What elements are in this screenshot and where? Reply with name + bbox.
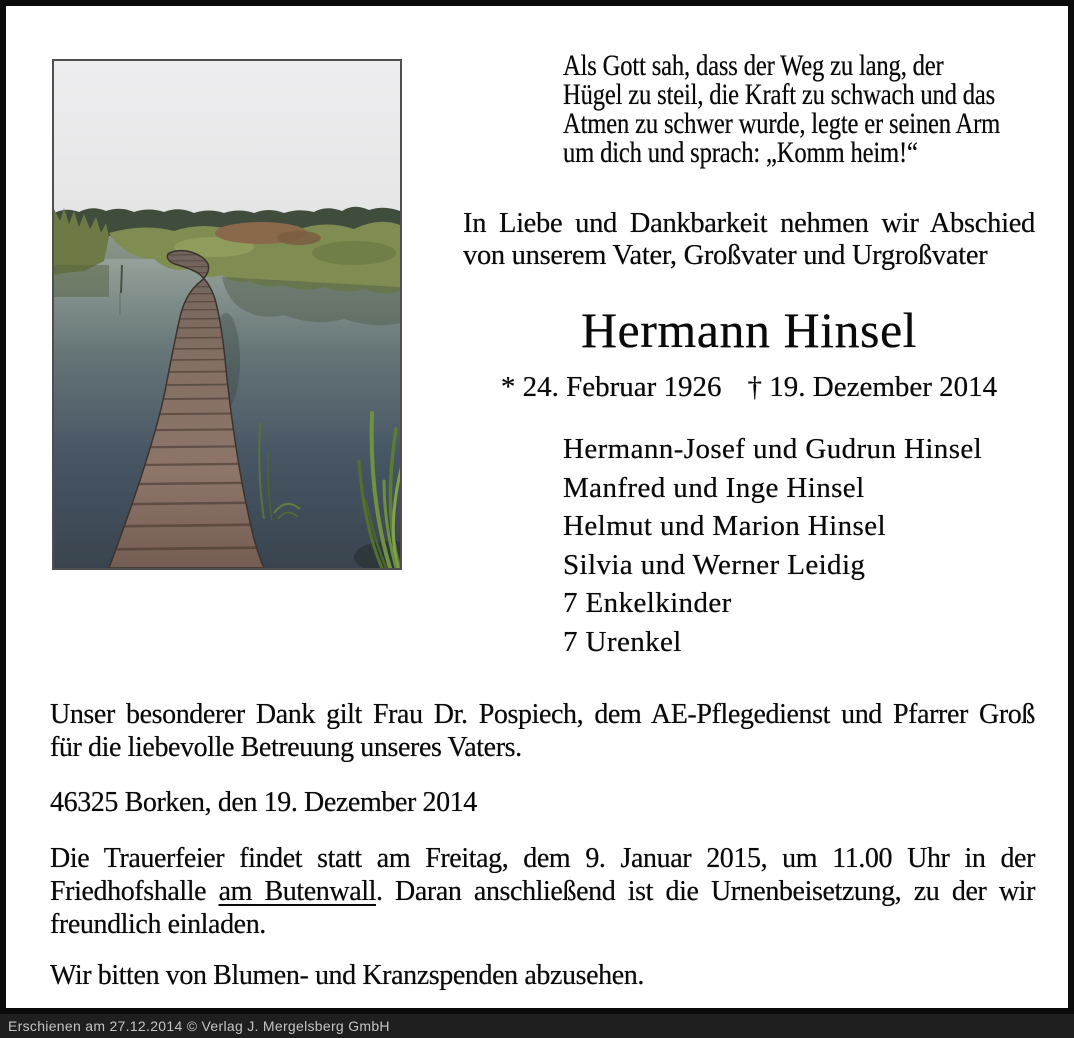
thanks-line: Unser besonderer Dank gilt Frau Dr. Pospiech, dem AE-Pflegedienst und Pfarrer Groß xyxy=(50,699,1035,730)
memorial-poem xyxy=(563,51,1000,167)
poem-line: Atmen zu schwer wurde, legte er seinen Arm xyxy=(563,107,1001,140)
family-member: Helmut und Marion Hinsel xyxy=(563,510,886,542)
farewell-intro xyxy=(463,208,1035,272)
death-date: † 19. Dezember 2014 xyxy=(747,371,998,403)
deceased-name: Hermann Hinsel xyxy=(580,302,918,358)
funeral-location-underlined: am Butenwall xyxy=(218,876,376,907)
flowers-note: Wir bitten von Blumen- und Kranzspenden abzusehen. xyxy=(50,960,644,991)
memorial-photo xyxy=(52,59,402,570)
funeral-info xyxy=(50,842,1035,941)
boardwalk-lake-photo xyxy=(54,61,400,568)
funeral-line: freundlich einladen. xyxy=(50,909,266,940)
family-member: 7 Enkelkinder xyxy=(563,587,732,619)
funeral-line xyxy=(50,875,1035,908)
place-date-line: 46325 Borken, den 19. Dezember 2014 xyxy=(50,787,477,818)
family-list xyxy=(563,430,982,661)
family-member: Hermann-Josef und Gudrun Hinsel xyxy=(563,433,983,465)
intro-line: von unserem Vater, Großvater und Urgroßvater xyxy=(463,240,988,271)
poem-line: um dich und sprach: „Komm heim!“ xyxy=(563,136,918,169)
family-member: Manfred und Inge Hinsel xyxy=(563,471,865,504)
thanks-paragraph xyxy=(50,698,1035,764)
funeral-line: Die Trauerfeier findet statt am Freitag, dem 9. Januar 2015, um 11.00 Uhr in der xyxy=(50,843,1035,874)
poem-line: Hügel zu steil, die Kraft zu schwach und das xyxy=(563,78,996,111)
family-member: 7 Urenkel xyxy=(563,625,682,658)
thanks-line: für die liebevolle Betreuung unseres Vaters. xyxy=(50,732,522,763)
family-member: Silvia und Werner Leidig xyxy=(563,548,866,581)
life-dates xyxy=(463,371,1035,404)
funeral-line2-post: . Daran anschließend ist die Urnenbeisetzung, zu der wir xyxy=(375,876,1035,907)
funeral-line2-pre: Friedhofshalle xyxy=(50,876,219,907)
birth-date: * 24. Februar 1926 xyxy=(500,371,722,403)
poem-line: Als Gott sah, dass der Weg zu lang, der xyxy=(563,49,944,82)
intro-line: In Liebe und Dankbarkeit nehmen wir Abschied xyxy=(463,208,1035,239)
publisher-footer-bar xyxy=(0,1014,1074,1038)
publisher-footer-text: Erschienen am 27.12.2014 © Verlag J. Mergelsberg GmbH xyxy=(8,1018,390,1034)
